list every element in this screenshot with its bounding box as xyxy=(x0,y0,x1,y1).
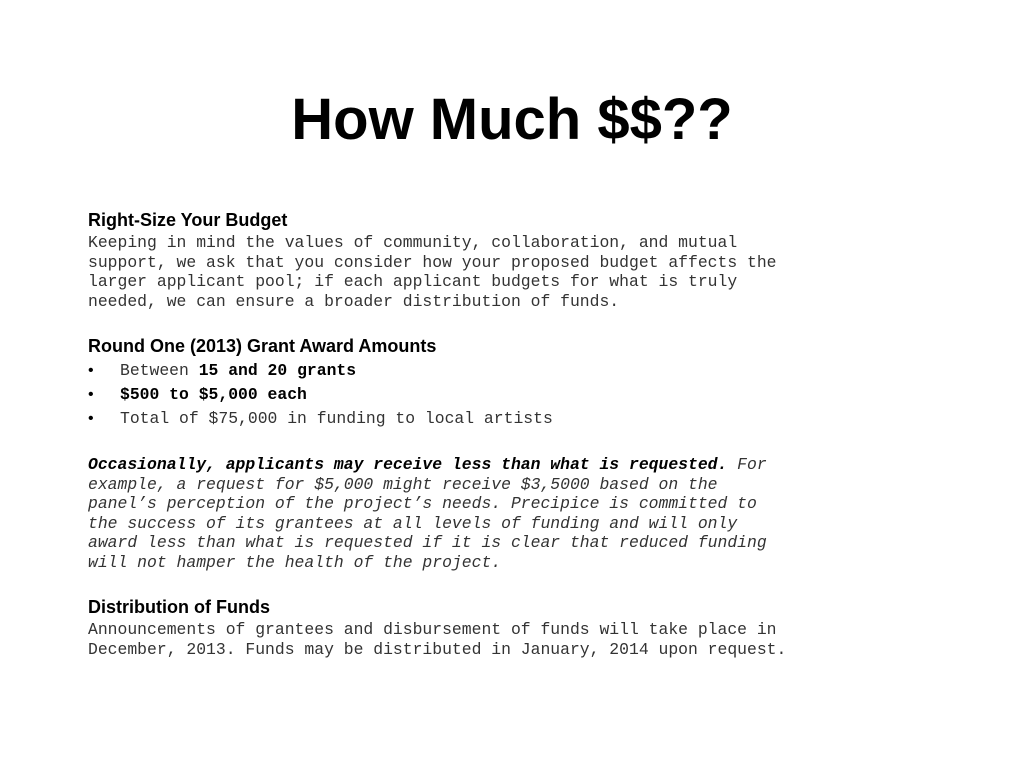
award-note xyxy=(88,455,958,572)
budget-heading: Right-Size Your Budget xyxy=(88,210,288,230)
bullet-text: $500 to $5,000 each xyxy=(120,385,307,404)
list-item xyxy=(88,383,958,407)
distribution-heading: Distribution of Funds xyxy=(88,597,270,617)
budget-body: Keeping in mind the values of community, collaboration, and mutual support, we ask that you consider how your proposed budget affects the larger applicant pool; if each applicant budgets for what is truly needed, we can ensure a broader distribution of funds. xyxy=(88,233,777,311)
list-item xyxy=(88,407,958,431)
list-item xyxy=(88,359,958,383)
bullet-emphasis: 15 and 20 grants xyxy=(198,361,357,380)
bullet-icon: • xyxy=(88,386,94,403)
round-one-heading: Round One (2013) Grant Award Amounts xyxy=(88,336,437,356)
bullet-icon: • xyxy=(88,362,94,379)
slide-title: How Much $$?? xyxy=(291,87,733,152)
bullet-text: Between xyxy=(120,361,199,380)
slide-content xyxy=(88,209,958,659)
award-amounts-list xyxy=(88,359,958,431)
award-note-lead: Occasionally, applicants may receive less than what is requested. xyxy=(88,455,728,474)
bullet-icon: • xyxy=(88,410,94,427)
award-note-body: For example, a request for $5,000 might receive $3,5000 based on the panel’s perception of the project’s needs. Precipice is committed to the success of its grantees at all levels of funding and will only award less than what is requested if it is clear that reduced funding will not hamper the health of the project. xyxy=(88,455,767,572)
distribution-body: Announcements of grantees and disbursement of funds will take place in December, 2013. Funds may be distributed in January, 2014 upon request. xyxy=(88,620,787,659)
bullet-text: Total of $75,000 in funding to local artists xyxy=(120,409,553,428)
